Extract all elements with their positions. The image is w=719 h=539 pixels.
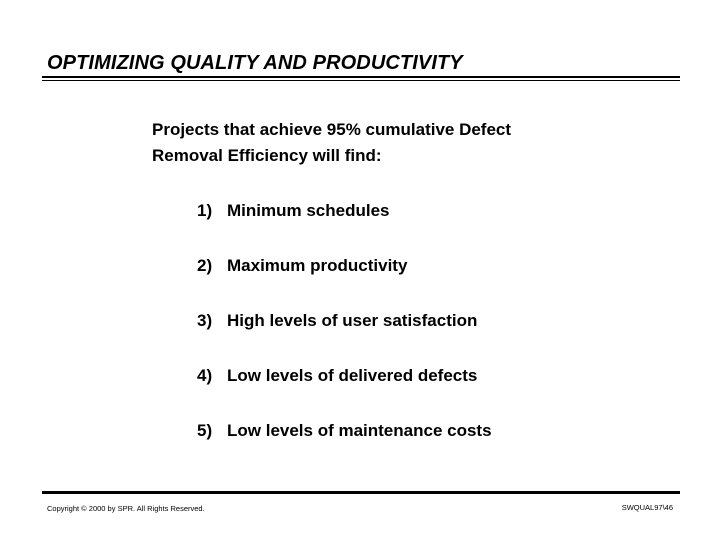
list-item-number: 1) [197,201,213,220]
list-item-number: 3) [197,311,213,330]
list-item [197,311,477,331]
list-item-text: Low levels of delivered defects [227,366,478,385]
list-item-text: Maximum productivity [227,256,408,275]
intro-line-2: Removal Efficiency will find: [152,146,382,165]
list-item [197,421,492,441]
list-item [197,256,407,276]
list-item-text: High levels of user satisfaction [227,311,478,330]
list-item-number: 5) [197,421,213,440]
list-item-number: 4) [197,366,213,385]
list-item-number: 2) [197,256,213,275]
title-underline-thin [42,80,680,81]
list-item [197,201,389,221]
intro-line-1: Projects that achieve 95% cumulative Defect [152,120,512,139]
title-underline-thick [42,76,680,78]
list-item-text: Minimum schedules [227,201,390,220]
list-item-text: Low levels of maintenance costs [227,421,492,440]
copyright-text: Copyright © 2000 by SPR. All Rights Reserved. [47,504,205,513]
slide-id: SWQUAL97\46 [621,503,673,512]
slide-title: OPTIMIZING QUALITY AND PRODUCTIVITY [47,52,463,74]
intro-paragraph [152,117,511,169]
footer-divider [42,491,680,494]
list-item [197,366,477,386]
